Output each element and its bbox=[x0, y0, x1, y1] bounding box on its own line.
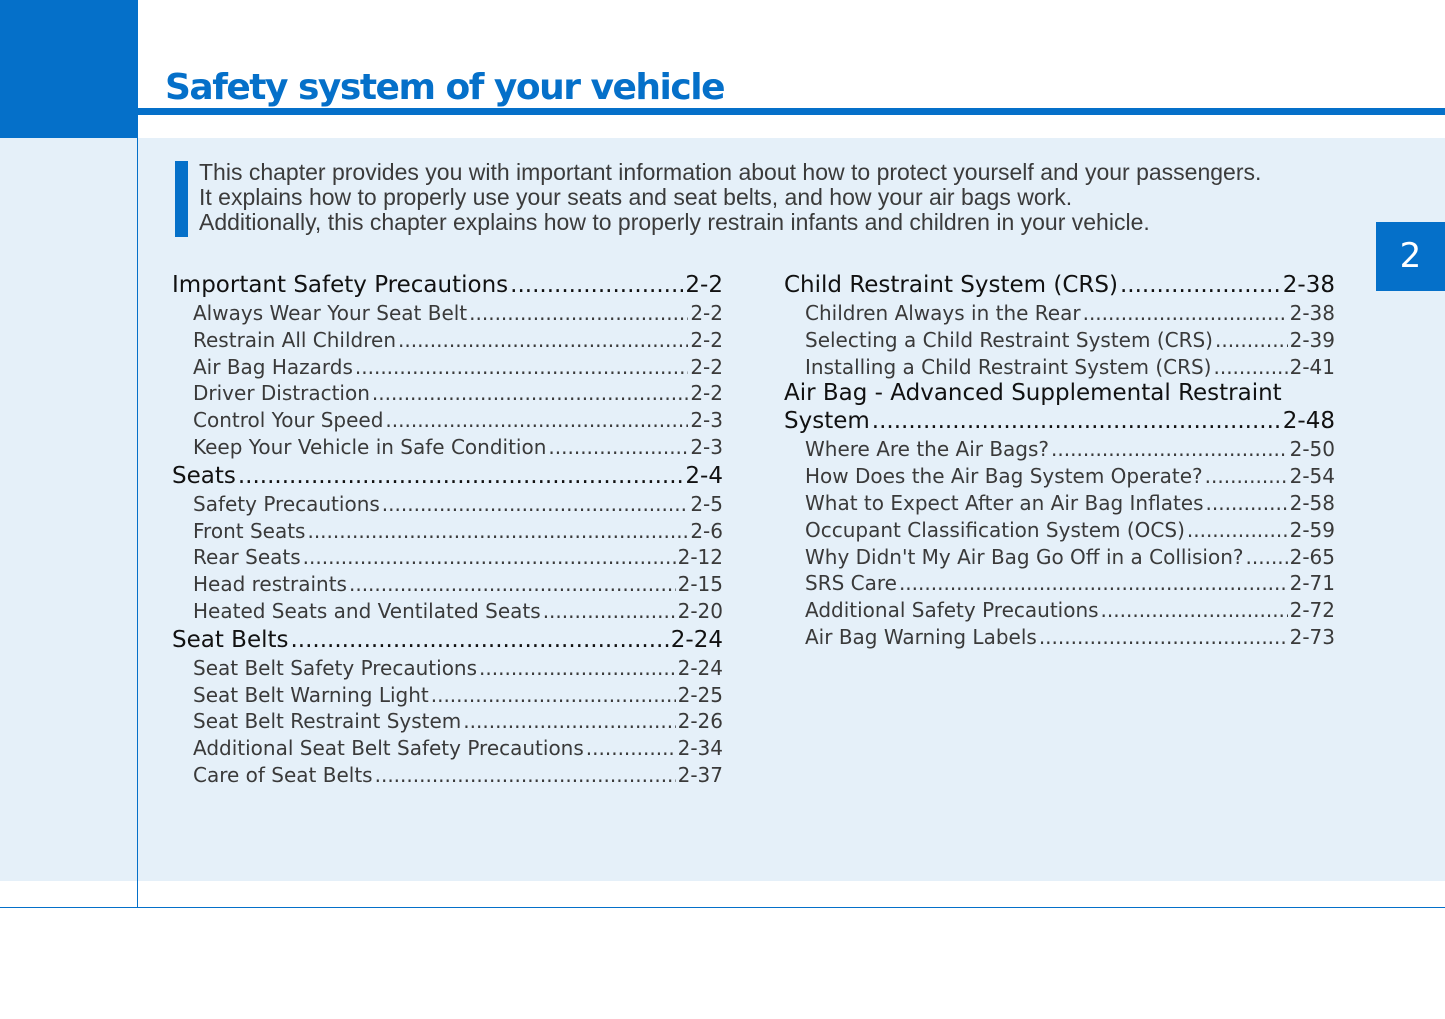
toc-entry-label: Important Safety Precautions bbox=[172, 272, 509, 298]
intro-line: It explains how to properly use your seats and seat belts, and how your air bags work. bbox=[199, 184, 1073, 210]
toc-entry-page: 2-71 bbox=[1289, 571, 1335, 596]
toc-entry-why-air-bag-not-deployed[interactable] bbox=[784, 544, 1335, 571]
toc-entry-page: 2-48 bbox=[1282, 408, 1335, 435]
toc-leader-dots bbox=[238, 461, 684, 491]
intro-line: Additionally, this chapter explains how to properly restrain infants and children in your vehicle. bbox=[199, 209, 1150, 235]
toc-entry-selecting-crs[interactable] bbox=[784, 327, 1335, 354]
toc-entry-keep-vehicle-safe[interactable] bbox=[172, 434, 723, 461]
toc-entry-always-wear-seat-belt[interactable] bbox=[172, 300, 723, 327]
toc-entry-important-safety-precautions[interactable] bbox=[172, 270, 723, 300]
toc-entry-after-air-bag-inflates[interactable] bbox=[784, 490, 1335, 517]
toc-entry-seat-belts[interactable] bbox=[172, 625, 723, 655]
toc-entry-label: System bbox=[784, 408, 870, 435]
toc-entry-page: 2-3 bbox=[690, 434, 723, 459]
toc-entry-additional-seat-belt-precautions[interactable] bbox=[172, 735, 723, 762]
toc-entry-additional-safety-precautions[interactable] bbox=[784, 597, 1335, 624]
toc-entry-page: 2-25 bbox=[677, 682, 723, 707]
toc-leader-dots bbox=[303, 544, 676, 571]
toc-leader-dots bbox=[899, 570, 1288, 597]
toc-entry-page: 2-2 bbox=[690, 301, 723, 325]
toc-leader-dots bbox=[1246, 544, 1288, 571]
toc-entry-label: Heated Seats and Ventilated Seats bbox=[193, 598, 541, 623]
toc-leader-dots bbox=[307, 518, 688, 545]
toc-leader-dots bbox=[543, 598, 676, 625]
intro-line: This chapter provides you with important information about how to protect yourself and your passengers. bbox=[199, 159, 1262, 185]
toc-entry-seat-belt-warning-light[interactable] bbox=[172, 682, 723, 709]
toc-entry-head-restraints[interactable] bbox=[172, 571, 723, 598]
toc-entry-seats[interactable] bbox=[172, 461, 723, 491]
toc-entry-page: 2-20 bbox=[677, 598, 723, 623]
toc-entry-label: Rear Seats bbox=[193, 545, 301, 570]
toc-entry-page: 2-72 bbox=[1289, 598, 1335, 623]
toc-entry-page: 2-2 bbox=[690, 327, 723, 352]
toc-entry-driver-distraction[interactable] bbox=[172, 380, 723, 407]
toc-entry-page: 2-37 bbox=[677, 762, 723, 787]
toc-entry-label: SRS Care bbox=[805, 571, 897, 596]
toc-entry-label: Additional Safety Precautions bbox=[805, 598, 1099, 623]
toc-leader-dots bbox=[1215, 327, 1288, 354]
toc-entry-label: Control Your Speed bbox=[193, 408, 384, 433]
toc-entry-label: Seat Belts bbox=[172, 626, 289, 653]
toc-entry-page: 2-50 bbox=[1289, 437, 1335, 462]
toc-leader-dots bbox=[355, 354, 688, 381]
toc-entry-label: Restrain All Children bbox=[193, 327, 396, 352]
toc-leader-dots bbox=[1101, 597, 1288, 624]
toc-entry-page: 2-2 bbox=[690, 354, 723, 379]
toc-entry-label: Air Bag - Advanced Supplemental Restraint bbox=[784, 380, 1282, 407]
toc-leader-dots bbox=[1039, 624, 1288, 651]
toc-entry-air-bag-hazards[interactable] bbox=[172, 354, 723, 381]
toc-entry-care-of-seat-belts[interactable] bbox=[172, 762, 723, 789]
toc-leader-dots bbox=[586, 735, 676, 762]
toc-entry-label: Safety Precautions bbox=[193, 491, 380, 516]
toc-entry-page: 2-65 bbox=[1289, 544, 1335, 569]
toc-entry-label: How Does the Air Bag System Operate? bbox=[805, 464, 1203, 489]
toc-entry-front-seats[interactable] bbox=[172, 518, 723, 545]
toc-entry-label: Seat Belt Warning Light bbox=[193, 682, 429, 707]
toc-entry-page: 2-2 bbox=[685, 272, 723, 298]
toc-entry-page: 2-24 bbox=[677, 655, 723, 680]
toc-entry-air-bag-system[interactable] bbox=[784, 380, 1335, 436]
side-band bbox=[0, 138, 137, 881]
toc-entry-page: 2-73 bbox=[1289, 624, 1335, 649]
toc-entry-page: 2-6 bbox=[690, 518, 723, 543]
toc-entry-heated-ventilated-seats[interactable] bbox=[172, 598, 723, 625]
toc-entry-control-your-speed[interactable] bbox=[172, 407, 723, 434]
toc-entry-label: Always Wear Your Seat Belt bbox=[193, 301, 468, 325]
toc-entry-label: Seats bbox=[172, 462, 236, 489]
toc-entry-label: Child Restraint System (CRS) bbox=[784, 272, 1118, 298]
toc-entry-rear-seats[interactable] bbox=[172, 544, 723, 571]
title-underline bbox=[138, 108, 1445, 115]
toc-entry-page: 2-58 bbox=[1289, 490, 1335, 515]
toc-entry-label: Seat Belt Restraint System bbox=[193, 709, 462, 734]
toc-leader-dots bbox=[872, 406, 1281, 436]
toc-entry-page: 2-38 bbox=[1289, 301, 1335, 325]
toc-entry-page: 2-41 bbox=[1289, 354, 1335, 379]
toc-entry-children-always-rear[interactable] bbox=[784, 300, 1335, 327]
toc-entry-page: 2-3 bbox=[690, 408, 723, 433]
toc-leader-dots bbox=[382, 491, 689, 518]
toc-leader-dots bbox=[398, 327, 688, 354]
toc-leader-dots bbox=[463, 708, 675, 735]
toc-entry-page: 2-12 bbox=[677, 545, 723, 570]
toc-leader-dots bbox=[349, 571, 676, 598]
toc-entry-page: 2-38 bbox=[1282, 272, 1335, 298]
toc-entry-child-restraint-system[interactable] bbox=[784, 270, 1335, 300]
toc-entry-restrain-all-children[interactable] bbox=[172, 327, 723, 354]
toc-entry-seat-belt-safety-precautions[interactable] bbox=[172, 655, 723, 682]
chapter-tab[interactable]: 2 bbox=[1376, 222, 1445, 291]
toc-entry-page: 2-26 bbox=[677, 709, 723, 734]
toc-leader-dots bbox=[1120, 270, 1281, 300]
toc-entry-label: Occupant Classification System (OCS) bbox=[805, 517, 1185, 542]
toc-leader-dots bbox=[469, 300, 688, 327]
toc-leader-dots bbox=[372, 380, 688, 407]
intro-accent-bar bbox=[175, 161, 188, 237]
toc-leader-dots bbox=[1206, 490, 1288, 517]
margin-rule bbox=[137, 138, 138, 908]
toc-entry-page: 2-5 bbox=[690, 491, 723, 516]
toc-entry-label: Installing a Child Restraint System (CRS) bbox=[805, 354, 1212, 379]
toc-entry-label: Keep Your Vehicle in Safe Condition bbox=[193, 434, 547, 459]
toc-entry-label: Why Didn't My Air Bag Go Off in a Collision? bbox=[805, 544, 1244, 569]
toc-entry-page: 2-34 bbox=[677, 736, 723, 761]
toc-entry-page: 2-59 bbox=[1289, 517, 1335, 542]
toc-entry-label: Air Bag Warning Labels bbox=[805, 624, 1037, 649]
toc-entry-srs-care[interactable] bbox=[784, 570, 1335, 597]
toc-entry-label: What to Expect After an Air Bag Inflates bbox=[805, 490, 1204, 515]
toc-leader-dots bbox=[385, 407, 688, 434]
toc-right-column bbox=[784, 270, 1335, 651]
toc-entry-how-air-bag-operates[interactable] bbox=[784, 463, 1335, 490]
toc-entry-label: Head restraints bbox=[193, 572, 347, 597]
toc-entry-safety-precautions[interactable] bbox=[172, 491, 723, 518]
toc-entry-page: 2-24 bbox=[670, 626, 723, 653]
toc-entry-label: Driver Distraction bbox=[193, 381, 370, 406]
toc-entry-label: Care of Seat Belts bbox=[193, 762, 373, 787]
toc-leader-dots bbox=[548, 434, 688, 461]
toc-entry-air-bag-warning-labels[interactable] bbox=[784, 624, 1335, 651]
toc-leader-dots bbox=[1205, 463, 1288, 490]
toc-leader-dots bbox=[510, 270, 683, 300]
toc-entry-page: 2-4 bbox=[685, 462, 723, 489]
toc-leader-dots bbox=[1083, 300, 1288, 327]
toc-entry-label: Children Always in the Rear bbox=[805, 301, 1081, 325]
toc-entry-page: 2-2 bbox=[690, 381, 723, 406]
toc-entry-label: Selecting a Child Restraint System (CRS) bbox=[805, 327, 1213, 352]
toc-leader-dots bbox=[291, 625, 669, 655]
toc-leader-dots bbox=[1187, 517, 1288, 544]
toc-leader-dots bbox=[1051, 436, 1288, 463]
toc-entry-page: 2-39 bbox=[1289, 327, 1335, 352]
toc-entry-page: 2-15 bbox=[677, 572, 723, 597]
toc-leader-dots bbox=[431, 682, 676, 709]
bottom-rule bbox=[0, 907, 1445, 908]
page-title: Safety system of your vehicle bbox=[165, 67, 724, 108]
toc-entry-label: Where Are the Air Bags? bbox=[805, 437, 1050, 462]
toc-entry-label: Air Bag Hazards bbox=[193, 354, 353, 379]
toc-entry-label: Front Seats bbox=[193, 518, 306, 543]
toc-leader-dots bbox=[375, 762, 676, 789]
toc-entry-ocs[interactable] bbox=[784, 517, 1335, 544]
toc-entry-where-are-air-bags[interactable] bbox=[784, 436, 1335, 463]
toc-entry-installing-crs[interactable] bbox=[784, 354, 1335, 381]
toc-leader-dots bbox=[1213, 354, 1287, 381]
corner-color-block bbox=[0, 0, 138, 138]
toc-entry-label: Additional Seat Belt Safety Precautions bbox=[193, 736, 584, 761]
toc-entry-seat-belt-restraint-system[interactable] bbox=[172, 708, 723, 735]
toc-entry-page: 2-54 bbox=[1289, 464, 1335, 489]
toc-leader-dots bbox=[479, 655, 676, 682]
toc-entry-label: Seat Belt Safety Precautions bbox=[193, 655, 478, 680]
toc-left-column bbox=[172, 270, 723, 789]
chapter-intro bbox=[199, 160, 1359, 235]
toc-entry-label-continued bbox=[784, 406, 1335, 436]
